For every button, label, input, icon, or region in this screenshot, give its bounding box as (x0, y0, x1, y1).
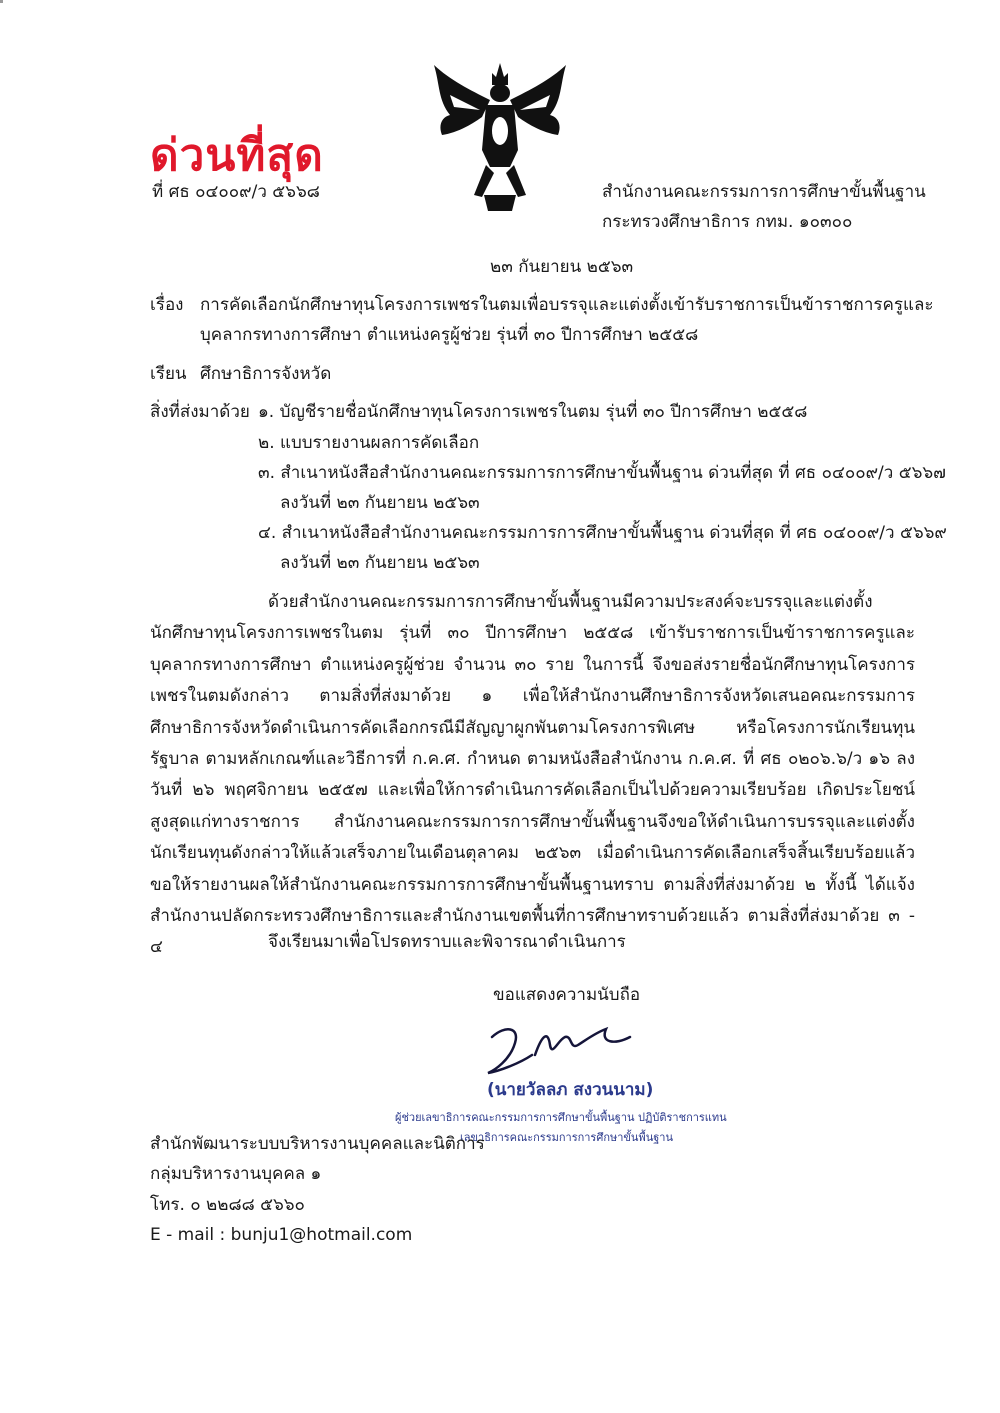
footer-phone: โทร. ๐ ๒๒๘๘ ๕๖๖๐ (150, 1195, 305, 1215)
office-address: กระทรวงศึกษาธิการ กทม. ๑๐๓๐๐ (602, 212, 853, 232)
signer-position-2: เลขาธิการคณะกรรมการการศึกษาขั้นพื้นฐาน (460, 1131, 673, 1144)
recipient-value: ศึกษาธิการจังหวัด (200, 364, 332, 384)
enclosure-item-1: ๑. บัญชีรายชื่อนักศึกษาทุนโครงการเพชรในตม รุ่นที่ ๓๐ ปีการศึกษา ๒๕๕๘ (258, 402, 808, 422)
enclosure-item-4: ๔. สำเนาหนังสือสำนักงานคณะกรรมการการศึกษาขั้นพื้นฐาน ด่วนที่สุด ที่ ศธ ๐๔๐๐๙/ว ๕๖๖๙ (258, 523, 947, 543)
handwritten-signature (480, 1015, 640, 1085)
recipient-label: เรียน (150, 364, 187, 384)
issuing-office: สำนักงานคณะกรรมการการศึกษาขั้นพื้นฐาน (602, 182, 926, 202)
footer-department: สำนักพัฒนาระบบบริหารงานบุคคลและนิติการ (150, 1134, 485, 1154)
garuda-emblem-icon (420, 55, 580, 215)
subject-label: เรื่อง (150, 295, 184, 315)
enclosures-label: สิ่งที่ส่งมาด้วย (150, 402, 250, 422)
urgency-label: ด่วนที่สุด (150, 130, 324, 181)
body-text (150, 587, 915, 964)
body-paragraph: ด้วยสำนักงานคณะกรรมการการศึกษาขั้นพื้นฐานมีความประสงค์จะบรรจุและแต่งตั้งนักศึกษาทุนโครงการเพชรในตม รุ่นที่ ๓๐ ปีการศึกษา ๒๕๕๘ เข้ารับราชการเป็นข้าราชการครูและบุคลากรทางการศึกษา ตำแหน่งครูผู้ช่วย จำนวน ๓๐ ราย ในการนี้ จึงขอส่งรายชื่อนักศึกษาทุนโครงการเพชรในตมดังกล่าว ตามสิ่งที่ส่งมาด้วย ๑ เพื่อให้สำนักงานศึกษาธิการจังหวัดเสนอคณะกรรมการศึกษาธิการจังหวัดดำเนินการคัดเลือกกรณีมีสัญญาผูกพันตามโครงการพิเศษ หรือโครงการนักเรียนทุนรัฐบาล ตามหลักเกณฑ์และวิธีการที่ ก.ค.ศ. กำหนด ตามหนังสือสำนักงาน ก.ค.ศ. ที่ ศธ ๐๒๐๖.๖/ว ๑๖ ลงวันที่ ๒๖ พฤศจิกายน ๒๕๕๗ และเพื่อให้การดำเนินการคัดเลือกเป็นไปด้วยความเรียบร้อย เกิดประโยชน์สูงสุดแก่ทางราชการ สำนักงานคณะกรรมการการศึกษาขั้นพื้นฐานจึงขอให้ดำเนินการบรรจุและแต่งตั้งนักเรียนทุนดังกล่าวให้แล้วเสร็จภายในเดือนตุลาคม ๒๕๖๓ เมื่อดำเนินการคัดเลือกเสร็จสิ้นเรียบร้อยแล้ว ขอให้รายงานผลให้สำนักงานคณะกรรมการการศึกษาขั้นพื้นฐานทราบ ตามสิ่งที่ส่งมาด้วย ๒ ทั้งนี้ ได้แจ้งสำนักงานปลัดกระทรวงศึกษาธิการและสำนักงานเขตพื้นที่การศึกษาทราบด้วยแล้ว ตามสิ่งที่ส่งมาด้วย ๓ - ๔ (150, 592, 915, 958)
enclosure-item-3: ๓. สำเนาหนังสือสำนักงานคณะกรรมการการศึกษาขั้นพื้นฐาน ด่วนที่สุด ที่ ศธ ๐๔๐๐๙/ว ๕๖๖๗ (258, 463, 946, 483)
signer-name: (นายวัลลภ สงวนนาม) (487, 1080, 654, 1100)
letter-date: ๒๓ กันยายน ๒๕๖๓ (490, 257, 634, 277)
footer-email: E - mail : bunju1@hotmail.com (150, 1225, 413, 1245)
closing-request: จึงเรียนมาเพื่อโปรดทราบและพิจารณาดำเนินการ (268, 932, 626, 952)
reference-number: ที่ ศธ ๐๔๐๐๙/ว ๕๖๖๘ (152, 182, 320, 202)
enclosure-item-3-date: ลงวันที่ ๒๓ กันยายน ๒๕๖๓ (280, 493, 480, 513)
scan-artifact (0, 0, 3, 3)
enclosure-item-2: ๒. แบบรายงานผลการคัดเลือก (258, 433, 480, 453)
closing-salutation: ขอแสดงความนับถือ (493, 985, 641, 1005)
signer-position-1: ผู้ช่วยเลขาธิการคณะกรรมการการศึกษาขั้นพื้นฐาน ปฏิบัติราชการแทน (395, 1111, 727, 1124)
subject-line-1: การคัดเลือกนักศึกษาทุนโครงการเพชรในตมเพื่อบรรจุและแต่งตั้งเข้ารับราชการเป็นข้าราชการครูและ (200, 295, 934, 315)
enclosure-item-4-date: ลงวันที่ ๒๓ กันยายน ๒๕๖๓ (280, 553, 480, 573)
subject-line-2: บุคลากรทางการศึกษา ตำแหน่งครูผู้ช่วย รุ่นที่ ๓๐ ปีการศึกษา ๒๕๕๘ (200, 325, 699, 345)
footer-group: กลุ่มบริหารงานบุคคล ๑ (150, 1164, 322, 1184)
